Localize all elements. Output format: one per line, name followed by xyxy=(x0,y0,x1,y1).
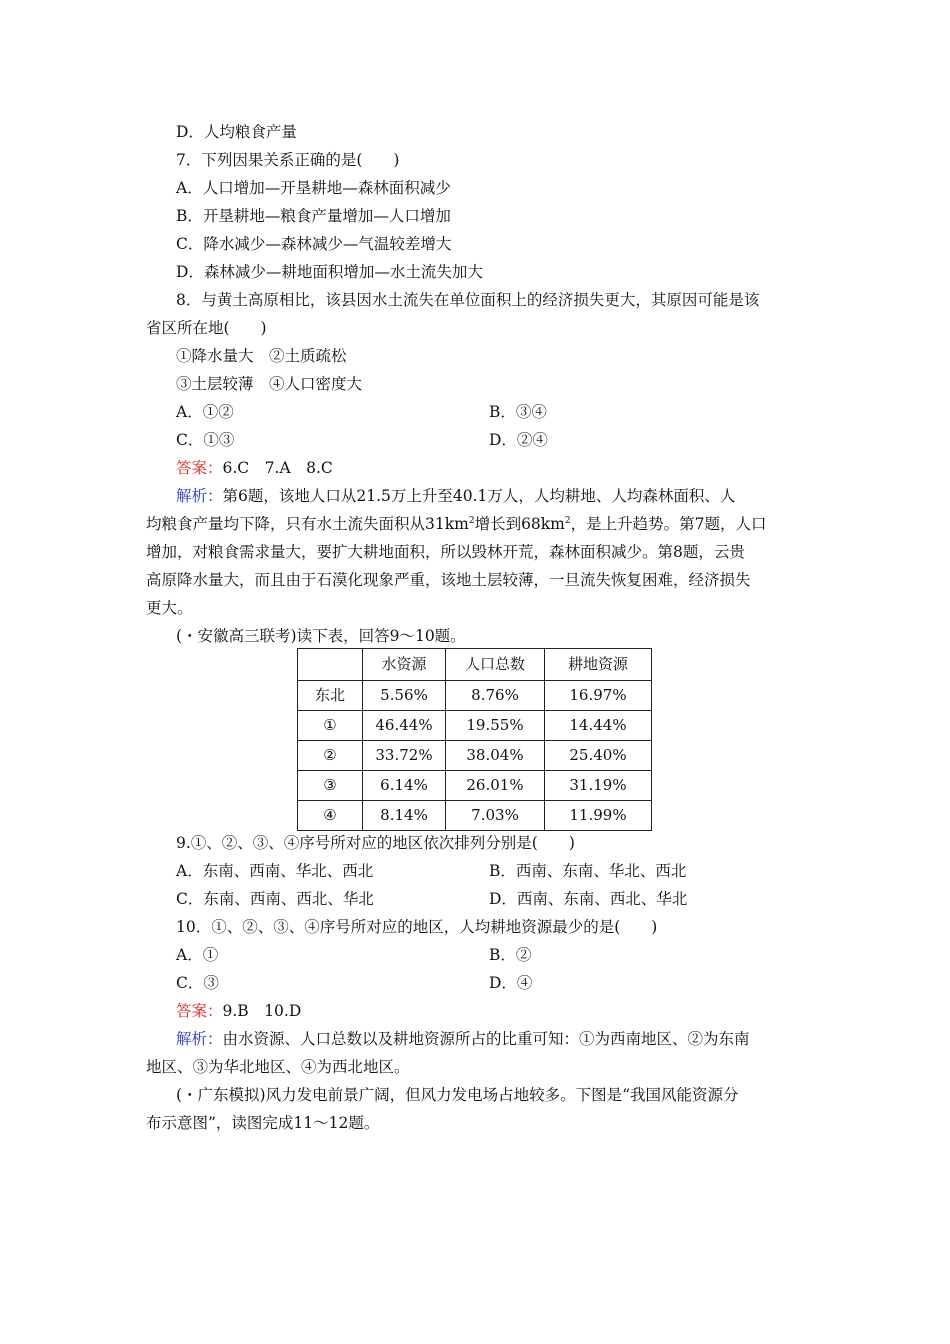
analysis-text: 均粮食产量均下降，只有水土流失面积从31km xyxy=(146,515,469,533)
table-cell: 19.55% xyxy=(446,711,545,741)
q7-option-a: A．人口增加—开垦耕地—森林面积减少 xyxy=(176,179,451,197)
answer-label: 答案： xyxy=(176,1002,223,1020)
q8-option-c: C．①③ xyxy=(176,431,235,449)
analysis-9-10-line2: 地区、③为华北地区、④为西北地区。 xyxy=(146,1058,410,1076)
table-cell: 8.14% xyxy=(363,801,446,831)
q8-stem-line1: 8．与黄土高原相比，该县因水土流失在单位面积上的经济损失更大，其原因可能是该 xyxy=(176,291,760,309)
analysis-6-8-line2 xyxy=(146,513,767,538)
table-row xyxy=(298,801,652,831)
q7-stem: 7．下列因果关系正确的是( ) xyxy=(176,151,400,169)
q10-option-c: C．③ xyxy=(176,974,219,992)
q10-option-d: D．④ xyxy=(489,974,533,992)
analysis-6-8-line4: 高原降水量大，而且由于石漠化现象严重，该地土层较薄，一旦流失恢复困难，经济损失 xyxy=(146,571,751,589)
q7-option-d: D．森林减少—耕地面积增加—水土流失加大 xyxy=(176,263,483,281)
table-header-cell: 水资源 xyxy=(363,649,446,681)
table-cell: 14.44% xyxy=(545,711,652,741)
answer-text: 6.C 7.A 8.C xyxy=(222,459,333,477)
analysis-label: 解析： xyxy=(176,1030,223,1048)
answer-label: 答案： xyxy=(176,459,223,477)
table-cell: 16.97% xyxy=(545,681,652,711)
q10-option-b: B．② xyxy=(489,946,532,964)
table-row xyxy=(298,681,652,711)
q8-option-b: B．③④ xyxy=(489,403,547,421)
analysis-text: 第6题，该地人口从21.5万上升至40.1万人，人均耕地、人均森林面积、人 xyxy=(222,487,736,505)
table-header-cell xyxy=(298,649,363,681)
table-header-cell: 耕地资源 xyxy=(545,649,652,681)
table-row xyxy=(298,741,652,771)
analysis-6-8-line5: 更大。 xyxy=(146,599,193,617)
answer-text: 9.B 10.D xyxy=(222,1002,302,1020)
table-cell: 7.03% xyxy=(446,801,545,831)
q6-option-d: D．人均粮食产量 xyxy=(176,123,297,141)
q8-stem-line2: 省区所在地( ) xyxy=(146,319,267,337)
analysis-text: 由水资源、人口总数以及耕地资源所占的比重可知：①为西南地区、②为东南 xyxy=(222,1030,750,1048)
analysis-text: ，是上升趋势。第7题，人口 xyxy=(570,515,767,533)
table-cell: 东北 xyxy=(298,681,363,711)
q9-option-a: A．东南、西南、华北、西北 xyxy=(176,862,374,880)
intro-9-10: (・安徽高三联考)读下表，回答9～10题。 xyxy=(176,627,466,645)
table-cell: 26.01% xyxy=(446,771,545,801)
q8-items-line2: ③土层较薄 ④人口密度大 xyxy=(176,375,363,393)
q8-items-line1: ①降水量大 ②土质疏松 xyxy=(176,347,347,365)
q9-stem: 9.①、②、③、④序号所对应的地区依次排列分别是( ) xyxy=(176,834,575,852)
analysis-6-8-line1 xyxy=(176,485,735,507)
q8-option-a: A．①② xyxy=(176,403,234,421)
q9-option-d: D．西南、东南、西北、华北 xyxy=(489,890,688,908)
q9-option-b: B．西南、东南、华北、西北 xyxy=(489,862,687,880)
table-row xyxy=(298,711,652,741)
table-cell: ② xyxy=(298,741,363,771)
q7-option-b: B．开垦耕地—粮食产量增加—人口增加 xyxy=(176,207,451,225)
superscript: 2 xyxy=(468,516,475,526)
answer-6-8 xyxy=(176,457,333,479)
table-row xyxy=(298,771,652,801)
q8-option-d: D．②④ xyxy=(489,431,548,449)
resource-table xyxy=(297,648,652,831)
table-cell: 11.99% xyxy=(545,801,652,831)
analysis-label: 解析： xyxy=(176,487,223,505)
table-cell: ① xyxy=(298,711,363,741)
q7-option-c: C．降水减少—森林减少—气温较差增大 xyxy=(176,235,452,253)
table-cell: 31.19% xyxy=(545,771,652,801)
q9-option-c: C．东南、西南、西北、华北 xyxy=(176,890,374,908)
table-cell: 8.76% xyxy=(446,681,545,711)
table-cell: ③ xyxy=(298,771,363,801)
q10-option-a: A．① xyxy=(176,946,219,964)
intro-11-12-line1: (・广东模拟)风力发电前景广阔，但风力发电场占地较多。下图是“我国风能资源分 xyxy=(176,1086,739,1104)
table-cell: ④ xyxy=(298,801,363,831)
table-header-row xyxy=(298,649,652,681)
table-cell: 38.04% xyxy=(446,741,545,771)
q10-stem: 10．①、②、③、④序号所对应的地区，人均耕地资源最少的是( ) xyxy=(176,918,658,936)
intro-11-12-line2: 布示意图”，读图完成11～12题。 xyxy=(146,1114,380,1132)
table-cell: 33.72% xyxy=(363,741,446,771)
table-cell: 6.14% xyxy=(363,771,446,801)
answer-9-10 xyxy=(176,1000,301,1022)
table-cell: 25.40% xyxy=(545,741,652,771)
table-header-cell: 人口总数 xyxy=(446,649,545,681)
table-cell: 5.56% xyxy=(363,681,446,711)
analysis-text: 增长到68km xyxy=(474,515,565,533)
superscript: 2 xyxy=(564,516,571,526)
analysis-6-8-line3: 增加，对粮食需求量大，要扩大耕地面积，所以毁林开荒，森林面积减少。第8题，云贵 xyxy=(146,543,745,561)
table-cell: 46.44% xyxy=(363,711,446,741)
analysis-9-10-line1 xyxy=(176,1028,750,1050)
